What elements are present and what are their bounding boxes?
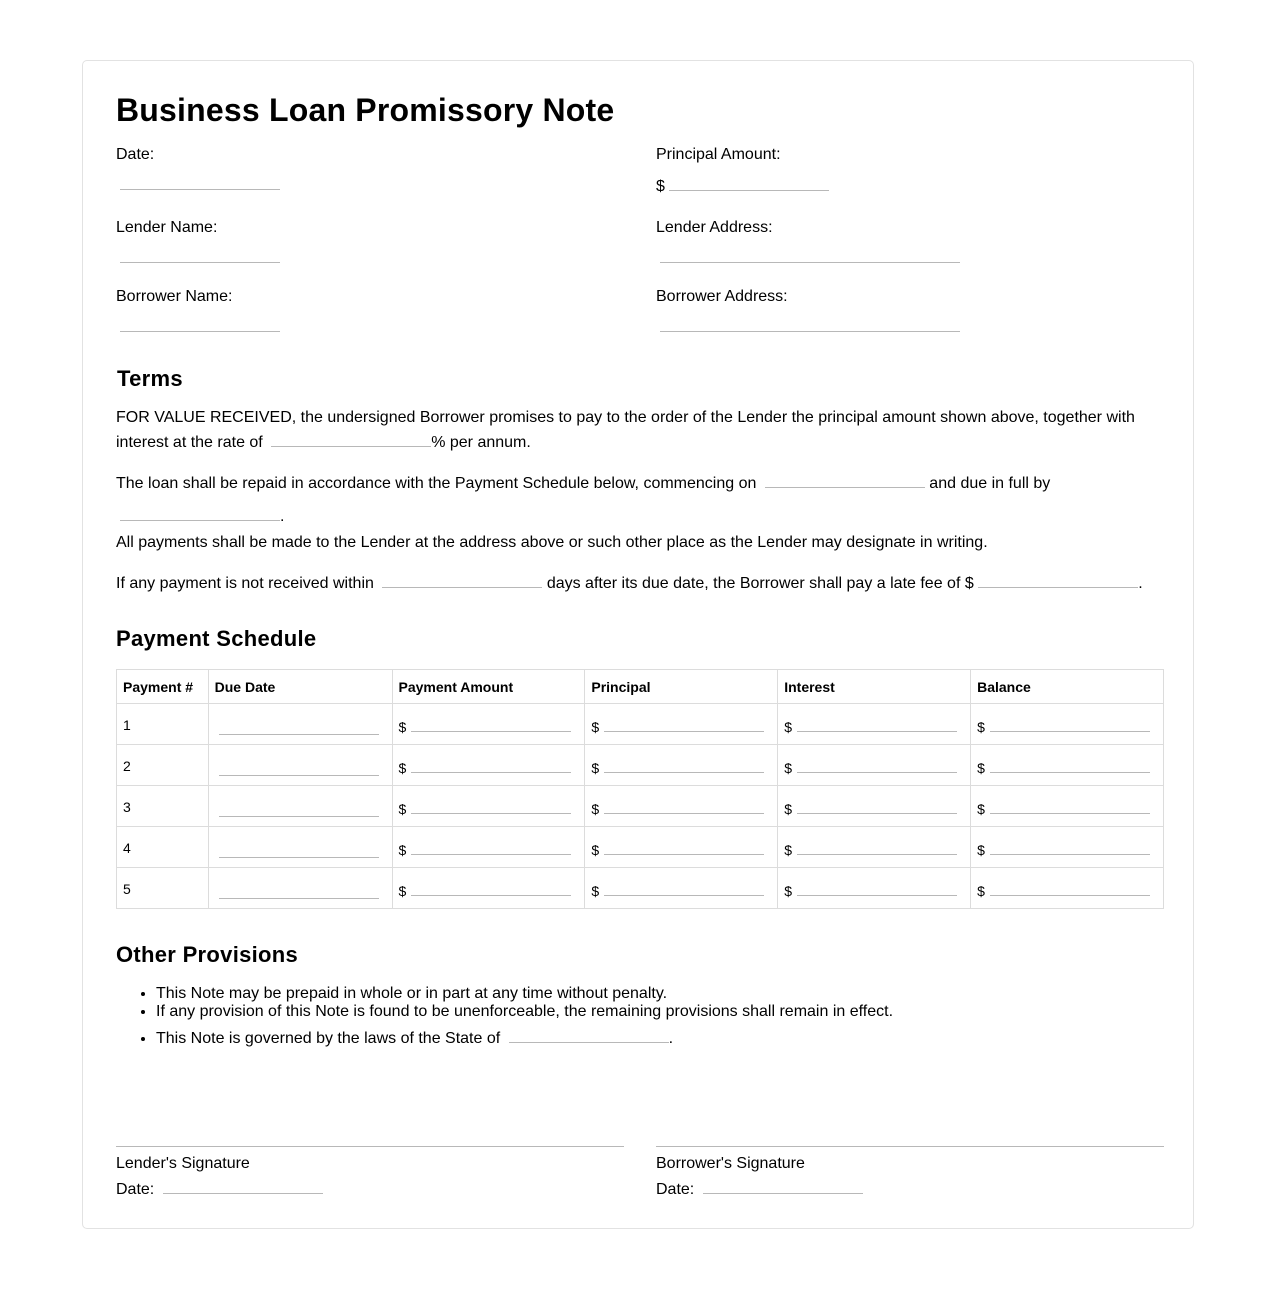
payment-number: 2 <box>123 758 131 774</box>
column-header-payment-number: Payment # <box>117 670 209 704</box>
date-label: Date: <box>656 1181 695 1198</box>
terms-paragraph-payment-place: All payments shall be made to the Lender at the address above or such other place as the Lender may designate in writing. <box>116 534 988 551</box>
column-header-principal: Principal <box>585 670 778 704</box>
principal-amount-label: Principal Amount: <box>656 146 781 163</box>
currency-symbol: $ <box>977 883 985 899</box>
due-date-input[interactable] <box>219 884 379 899</box>
date-label: Date: <box>116 146 155 163</box>
currency-symbol: $ <box>398 842 407 858</box>
provision-text: . <box>668 1030 674 1047</box>
lender-address-field-group <box>656 218 960 268</box>
balance-input[interactable] <box>990 801 1150 814</box>
table-row <box>117 704 1164 745</box>
borrower-signature-line[interactable] <box>656 1146 1164 1147</box>
table-row <box>117 868 1164 909</box>
payment-amount-input[interactable] <box>411 719 571 732</box>
borrower-name-input[interactable] <box>120 317 280 332</box>
column-header-interest: Interest <box>778 670 971 704</box>
currency-symbol: $ <box>977 719 985 735</box>
interest-input[interactable] <box>797 801 957 814</box>
provision-text: This Note is governed by the laws of the State of <box>156 1030 501 1047</box>
payment-amount-input[interactable] <box>411 760 571 773</box>
lender-signature-date-input[interactable] <box>163 1179 323 1194</box>
principal-amount-field-group <box>656 145 829 196</box>
currency-symbol: $ <box>591 719 600 735</box>
column-header-payment-amount: Payment Amount <box>392 670 585 704</box>
borrower-address-label: Borrower Address: <box>656 288 788 305</box>
principal-input[interactable] <box>604 719 764 732</box>
maturity-date-input[interactable] <box>120 506 280 521</box>
payment-number: 4 <box>123 840 131 856</box>
due-date-input[interactable] <box>219 802 379 817</box>
currency-symbol: $ <box>398 760 407 776</box>
provisions-list <box>116 985 893 1048</box>
payment-schedule-table <box>116 669 1164 909</box>
column-header-due-date: Due Date <box>208 670 392 704</box>
currency-symbol: $ <box>398 801 407 817</box>
currency-symbol: $ <box>591 883 600 899</box>
payment-schedule-heading: Payment Schedule <box>116 626 317 651</box>
currency-symbol: $ <box>591 842 600 858</box>
lender-address-label: Lender Address: <box>656 219 773 236</box>
payment-number: 5 <box>123 881 131 897</box>
currency-symbol: $ <box>784 760 793 776</box>
payment-amount-input[interactable] <box>411 842 571 855</box>
currency-symbol: $ <box>977 760 985 776</box>
commencement-date-input[interactable] <box>765 473 925 488</box>
currency-symbol: $ <box>784 719 793 735</box>
payment-amount-input[interactable] <box>411 801 571 814</box>
principal-input[interactable] <box>604 801 764 814</box>
currency-symbol: $ <box>398 719 407 735</box>
currency-symbol: $ <box>784 842 793 858</box>
table-row <box>117 827 1164 868</box>
page-title: Business Loan Promissory Note <box>116 92 615 128</box>
list-item: • This Note may be prepaid in whole or in part at any time without penalty. <box>156 985 893 1003</box>
promissory-note-card <box>82 60 1194 1229</box>
terms-heading: Terms <box>117 366 183 391</box>
terms-text: . <box>280 508 285 525</box>
principal-input[interactable] <box>604 883 764 896</box>
terms-paragraph-late-fee <box>116 571 1164 596</box>
terms-text: The loan shall be repaid in accordance with the Payment Schedule below, commencing on <box>116 475 757 492</box>
terms-text: % per annum. <box>431 434 531 451</box>
principal-input[interactable] <box>604 760 764 773</box>
interest-input[interactable] <box>797 719 957 732</box>
other-provisions-heading: Other Provisions <box>116 942 299 967</box>
date-field-group <box>116 145 280 195</box>
column-header-balance: Balance <box>971 670 1164 704</box>
payment-number: 1 <box>123 717 131 733</box>
due-date-input[interactable] <box>219 720 379 735</box>
balance-input[interactable] <box>990 719 1150 732</box>
table-row <box>117 745 1164 786</box>
late-fee-input[interactable] <box>978 573 1138 588</box>
borrower-signature-date-input[interactable] <box>703 1179 863 1194</box>
currency-symbol: $ <box>591 801 600 817</box>
borrower-name-field-group <box>116 287 280 337</box>
principal-amount-input[interactable] <box>669 176 829 191</box>
currency-symbol: $ <box>656 178 665 195</box>
terms-text: . <box>1138 575 1143 592</box>
terms-paragraph-interest <box>116 405 1164 455</box>
payment-number: 3 <box>123 799 131 815</box>
lender-signature-date-group <box>116 1179 323 1200</box>
borrower-address-input[interactable] <box>660 317 960 332</box>
balance-input[interactable] <box>990 883 1150 896</box>
lender-signature-line[interactable] <box>116 1146 624 1147</box>
borrower-signature-date-group <box>656 1179 863 1200</box>
terms-text: FOR VALUE RECEIVED, the undersigned Borrower promises to pay to the order of the Lender the principal amount shown above, together with interest at the rate of <box>116 409 1135 451</box>
list-item: • If any provision of this Note is found to be unenforceable, the remaining provisions shall remain in effect. <box>156 1003 893 1021</box>
terms-text: If any payment is not received within <box>116 575 374 592</box>
balance-input[interactable] <box>990 760 1150 773</box>
terms-text: days after its due date, the Borrower shall pay a late fee of $ <box>546 575 974 592</box>
borrower-signature-label: Borrower's Signature <box>656 1155 805 1172</box>
lender-name-input[interactable] <box>120 248 280 263</box>
balance-input[interactable] <box>990 842 1150 855</box>
list-item <box>156 1028 893 1048</box>
interest-input[interactable] <box>797 883 957 896</box>
date-input[interactable] <box>120 175 280 190</box>
currency-symbol: $ <box>977 842 985 858</box>
table-header-row <box>117 670 1164 704</box>
lender-name-field-group <box>116 218 280 268</box>
date-label: Date: <box>116 1181 155 1198</box>
due-date-input[interactable] <box>219 843 379 858</box>
grace-days-input[interactable] <box>382 573 542 588</box>
currency-symbol: $ <box>784 801 793 817</box>
currency-symbol: $ <box>784 883 793 899</box>
payment-amount-input[interactable] <box>411 883 571 896</box>
interest-input[interactable] <box>797 842 957 855</box>
interest-rate-input[interactable] <box>271 432 431 447</box>
lender-signature-label: Lender's Signature <box>116 1155 250 1172</box>
currency-symbol: $ <box>398 883 407 899</box>
lender-name-label: Lender Name: <box>116 219 218 236</box>
governing-state-input[interactable] <box>509 1028 669 1043</box>
table-row <box>117 786 1164 827</box>
borrower-name-label: Borrower Name: <box>116 288 233 305</box>
currency-symbol: $ <box>591 760 600 776</box>
currency-symbol: $ <box>977 801 985 817</box>
interest-input[interactable] <box>797 760 957 773</box>
principal-input[interactable] <box>604 842 764 855</box>
terms-paragraph-repayment <box>116 471 1164 529</box>
due-date-input[interactable] <box>219 761 379 776</box>
borrower-address-field-group <box>656 287 960 337</box>
lender-address-input[interactable] <box>660 248 960 263</box>
terms-text: and due in full by <box>929 475 1051 492</box>
